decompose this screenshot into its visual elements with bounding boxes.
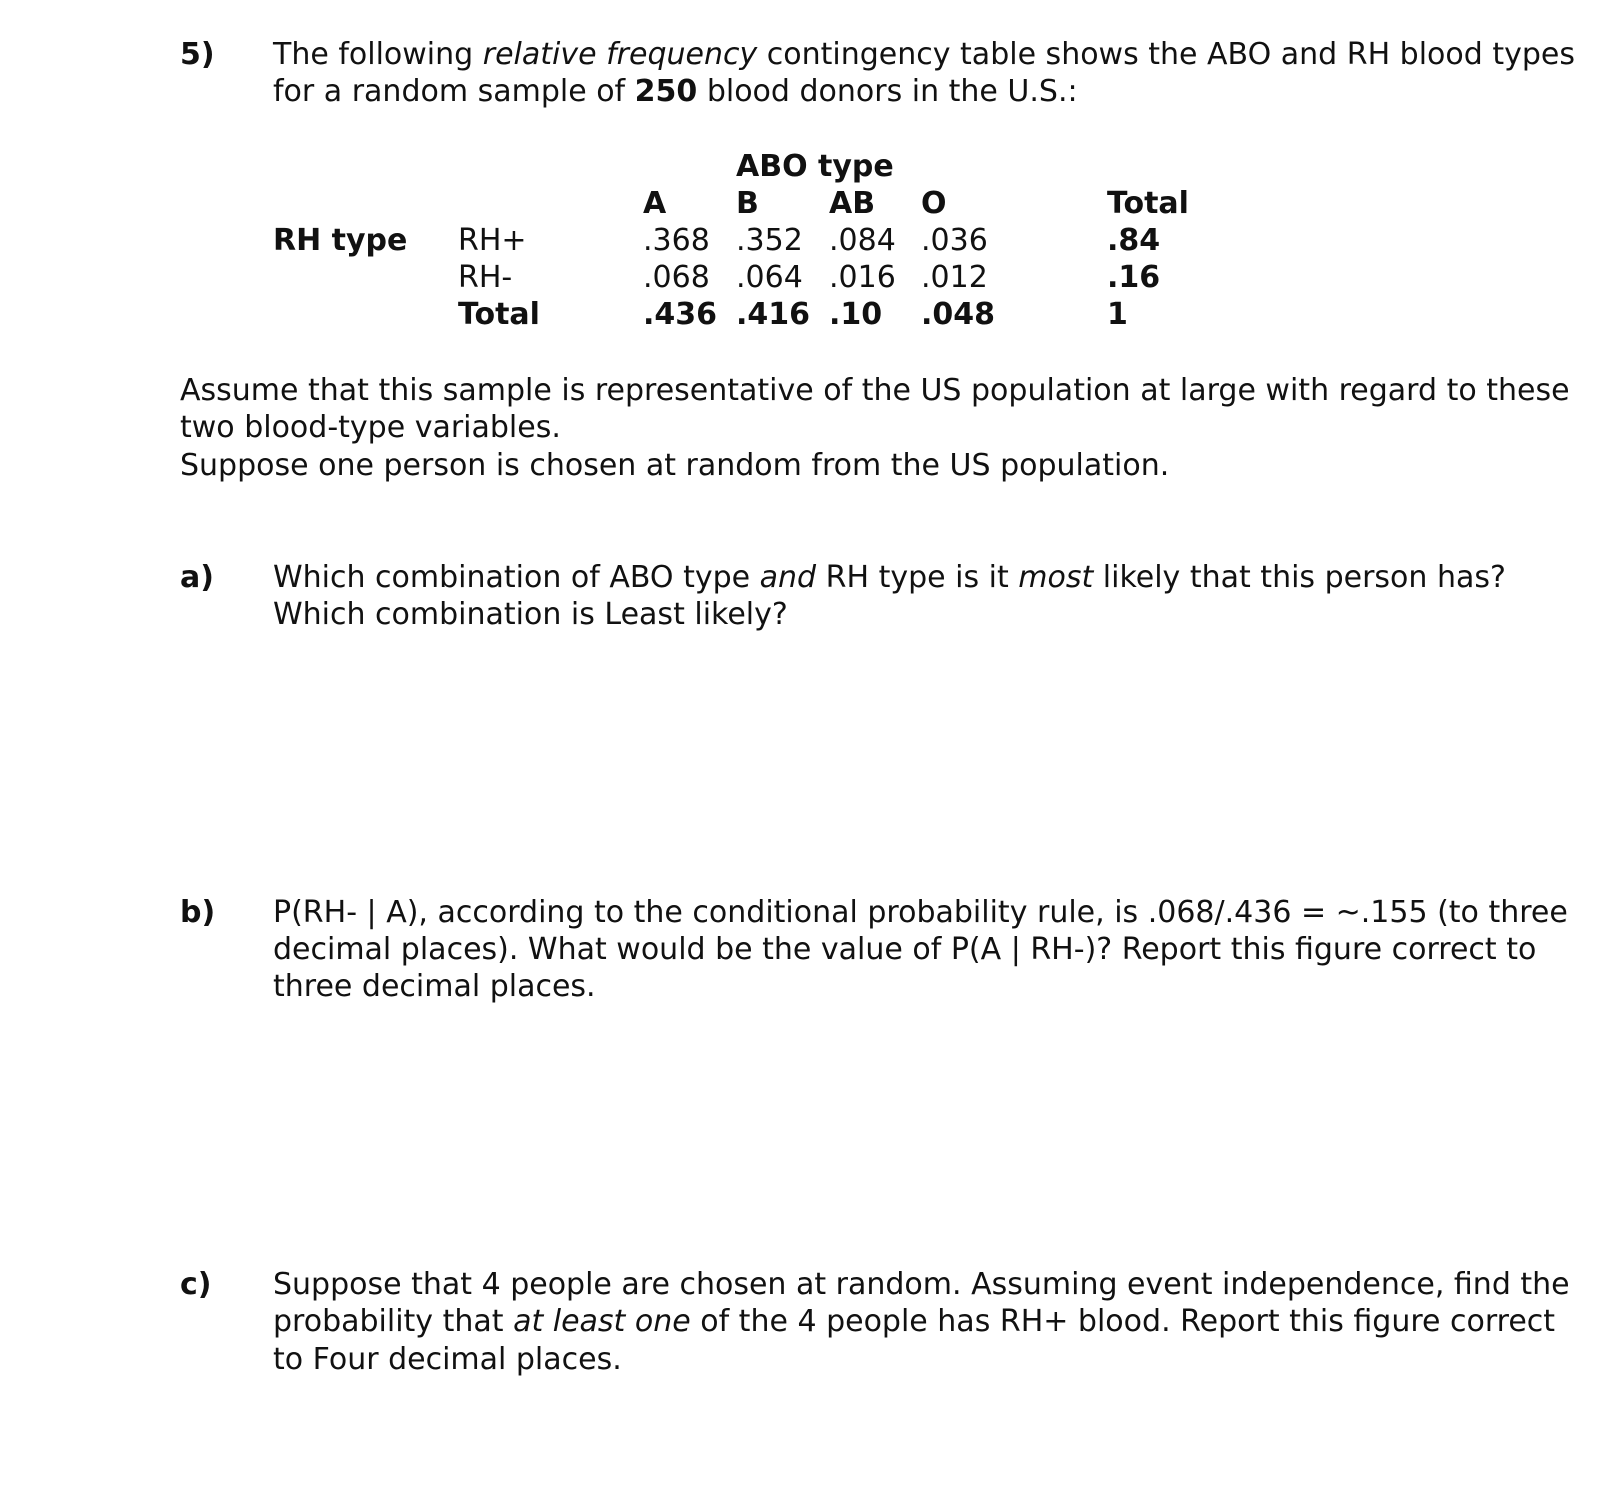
- part-b-line-3: three decimal places.: [273, 969, 596, 1004]
- table-col-header-total: Total: [1107, 186, 1189, 221]
- part-a-line-1: [273, 559, 1506, 597]
- part-a-text-2: RH type is it: [816, 560, 1019, 595]
- part-a-label: a): [180, 560, 214, 595]
- table-col-header-o: O: [921, 186, 947, 221]
- table-cell: .012: [921, 260, 988, 295]
- table-cell: .10: [829, 297, 883, 332]
- part-c-text-2: of the 4 people has RH+ blood. Report this figure correct: [690, 1304, 1556, 1339]
- table-row-label-rh-pos: RH+: [458, 223, 527, 258]
- table-cell: .016: [829, 260, 896, 295]
- part-c-label: c): [180, 1267, 212, 1302]
- problem-number: 5): [180, 37, 215, 72]
- table-cell: .368: [643, 223, 710, 258]
- intro-bold-sample-size: 250: [634, 74, 698, 109]
- intro-text-4: blood donors in the U.S.:: [697, 74, 1078, 109]
- part-c-italic-at-least-one: at least one: [513, 1304, 691, 1339]
- part-c-text-1: probability that: [273, 1304, 514, 1339]
- table-row-total: .84: [1107, 223, 1161, 258]
- table-cell: .068: [643, 260, 710, 295]
- intro-text-2: contingency table shows the ABO and RH blood types: [757, 37, 1575, 72]
- table-col-header-a: A: [643, 186, 667, 221]
- part-b-label: b): [180, 895, 216, 930]
- table-cell: .048: [921, 297, 996, 332]
- table-row-label-rh-neg: RH-: [458, 260, 513, 295]
- part-c-line-1: Suppose that 4 people are chosen at random. Assuming event independence, find the: [273, 1267, 1570, 1302]
- problem-intro-line-2: [273, 73, 1078, 111]
- table-cell: .084: [829, 223, 896, 258]
- intro-text-1: The following: [273, 37, 483, 72]
- table-col-group-header: ABO type: [736, 149, 894, 184]
- assumption-line-3: Suppose one person is chosen at random from the US population.: [180, 448, 1170, 483]
- intro-italic-relative-frequency: relative frequency: [482, 37, 758, 72]
- part-c-line-3: to Four decimal places.: [273, 1342, 622, 1377]
- problem-intro-line-1: [273, 36, 1575, 74]
- table-col-header-ab: AB: [829, 186, 876, 221]
- table-cell: .352: [736, 223, 803, 258]
- table-grand-total: 1: [1107, 297, 1128, 332]
- part-b-line-2: decimal places). What would be the value of P(A | RH-)? Report this figure correct to: [273, 932, 1537, 967]
- table-cell: .416: [736, 297, 811, 332]
- table-cell: .064: [736, 260, 803, 295]
- table-cell: .436: [643, 297, 718, 332]
- assumption-line-2: two blood-type variables.: [180, 410, 561, 445]
- part-a-italic-and: and: [759, 560, 817, 595]
- table-row-label-total: Total: [458, 297, 540, 332]
- part-a-text-1: Which combination of ABO type: [273, 560, 760, 595]
- part-c-line-2: [273, 1303, 1555, 1341]
- assumption-line-1: Assume that this sample is representative of the US population at large with regard to these: [180, 373, 1570, 408]
- table-cell: .036: [921, 223, 988, 258]
- table-row-group-label: RH type: [273, 223, 408, 258]
- part-a-italic-most: most: [1018, 560, 1094, 595]
- part-a-text-3: likely that this person has?: [1093, 560, 1506, 595]
- intro-text-3: for a random sample of: [273, 74, 635, 109]
- part-a-line-2: Which combination is Least likely?: [273, 597, 788, 632]
- part-b-line-1: P(RH- | A), according to the conditional probability rule, is .068/.436 = ~.155 (to three: [273, 895, 1568, 930]
- table-row-total: .16: [1107, 260, 1161, 295]
- table-col-header-b: B: [736, 186, 759, 221]
